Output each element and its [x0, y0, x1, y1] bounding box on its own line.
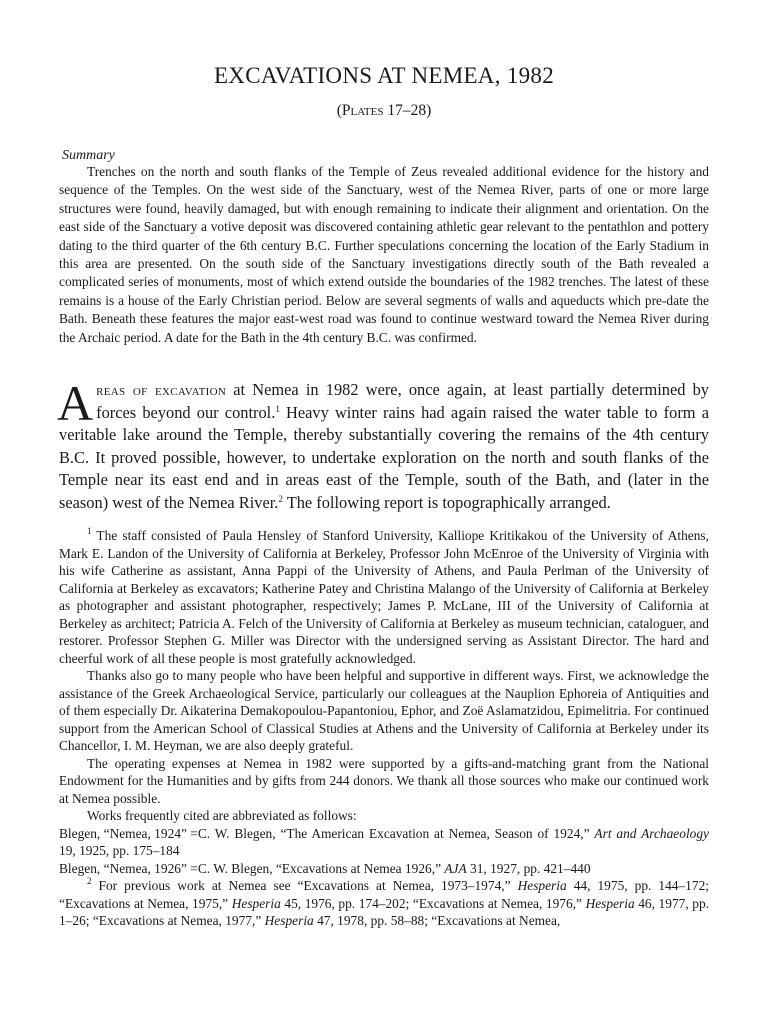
- works-cited-intro: Works frequently cited are abbreviated as follows:: [87, 808, 357, 823]
- journal-name: Hesperia: [264, 913, 314, 928]
- citation-blegen-1924: [59, 825, 709, 860]
- footnote-ref-1[interactable]: 1: [275, 403, 280, 414]
- citation-text: C. W. Blegen, “The American Excavation at Nemea, Season of 1924,”: [197, 825, 595, 841]
- citation-journal: Art and Archaeology: [594, 825, 710, 841]
- thanks-paragraph: Thanks also go to many people who have been helpful and supportive in different ways. First, we acknowledge the assistance of the Greek Archaeological Service, particularly our colleagues at the Nauplion Ephoreia of Antiquities and of them especially Dr. Aikaterina Demakopoulou-Papantoniou, Ephor, and Zoë Aslamatzidou, Epimelitria. For continued support from the American School of Classical Studies at Athens and the University of California at Berkeley under its Chancellor, I. M. Heyman, we are also deeply grateful.: [59, 668, 709, 753]
- journal-name: Hesperia: [585, 895, 635, 911]
- citation-blegen-1926: [59, 860, 709, 878]
- plates-text: (Plates 17–28): [336, 102, 432, 119]
- summary-paragraph: Trenches on the north and south flanks of the Temple of Zeus revealed additional evidence for the history and sequence of the Temples. On the west side of the Sanctuary, west of the Nemea River, parts of one or more large structures were found, heavily damaged, but with enough remaining to indicate their alignment and orientation. On the east side of the Sanctuary a votive deposit was discovered containing athletic gear relevant to the pentathlon and pottery dating to the third quarter of the 6th century B.C. Further speculations concerning the location of the Early Stadium in this area are presented. On the south side of the Sanctuary investigations directly south of the Bath revealed a complicated series of monuments, most of which extend outside the boundaries of the 1982 trenches. The latest of these remains is a house of the Early Christian period. Below are several segments of walls and aqueducts which pre-date the Bath. Beneath these features the major east-west road was found to continue westward toward the Nemea River during the Archaic period. A date for the Bath in the 4th century B.C. was confirmed.: [59, 164, 709, 345]
- intro-text-1: at Nemea in 1982 were, once again, at least partially determined by forces beyond our control.: [96, 380, 710, 422]
- journal-name: Hesperia: [517, 878, 567, 893]
- summary-heading: Summary: [62, 148, 115, 163]
- citation-text: C. W. Blegen, “Excavations at Nemea 1926,”: [197, 860, 445, 876]
- footnote-2-text: 45, 1976, pp. 174–202; “Excavations at Nemea, 1976,”: [280, 895, 586, 911]
- intro-text-2: Heavy winter rains had again raised the water table to form a veritable lake around the Temple, thereby substantially covering the remains of the 4th century B.C. It proved possible, however, to undertake exploration on the north and south flanks of the Temple near its east end and in areas east of the Temple, south of the Bath, and (later in the season) west of the Nemea River.: [59, 402, 709, 512]
- citation-key: Blegen, “Nemea, 1924” =: [59, 825, 198, 841]
- intro-text-3: The following report is topographically arranged.: [282, 492, 611, 512]
- footnote-1-text: The staff consisted of Paula Hensley of Stanford University, Kalliope Kritikakou of the University of Athens, Mark E. Landon of the University of California at Berkeley, Professor John McEnroe of the University of Virginia with his wife Catherine as assistant, Anna Pappi of the University of Athens, and Paula Perlman of the University of California at Berkeley as excavators; Katherine Patey and Christina Malango of the University of California at Berkeley as photographer and assistant photographer, respectively; James P. McLane, III of the University of California at Berkeley as architect; Patricia A. Felch of the University of California at Berkeley as museum technician, cataloguer, and restorer. Professor Stephen G. Miller was Director with the undersigned serving as Assistant Director. The hard and cheerful work of all these people is most gratefully acknowledged.: [59, 528, 709, 666]
- footnote-2-text: 47, 1978, pp. 58–88; “Excavations at Nemea,: [313, 913, 561, 928]
- citation-rest: 31, 1927, pp. 421–440: [466, 860, 591, 876]
- footnote-2-text: 44, 1975, pp. 144–172; “Excavations at Nemea, 1975,”: [59, 878, 709, 911]
- journal-name: Hesperia: [231, 895, 281, 911]
- footnote-2: [59, 877, 709, 930]
- drop-cap: A: [57, 375, 94, 431]
- footnotes: [59, 527, 709, 930]
- plates-reference: [59, 102, 709, 120]
- citation-key: Blegen, “Nemea, 1926” =: [59, 860, 198, 876]
- intro-lead: reas of excavation: [96, 380, 227, 399]
- footnote-2-text: 46, 1977, pp. 1–26; “Excavations at Nemea, 1977,”: [59, 895, 709, 928]
- footnote-ref-2[interactable]: 2: [278, 493, 283, 504]
- article-title: EXCAVATIONS AT NEMEA, 1982: [213, 63, 555, 88]
- citation-rest: 19, 1925, pp. 175–184: [59, 843, 180, 858]
- expenses-paragraph: The operating expenses at Nemea in 1982 were supported by a gifts-and-matching grant from the National Endowment for the Humanities and by gifts from 244 donors. We thank all those sources who make our continued work at Nemea possible.: [59, 755, 709, 806]
- footnote-2-mark: 2: [87, 876, 92, 886]
- footnote-1: [59, 527, 709, 667]
- footnote-1-mark: 1: [87, 526, 92, 536]
- footnote-2-text: For previous work at Nemea see “Excavations at Nemea, 1973–1974,”: [91, 878, 518, 893]
- intro-paragraph: [57, 375, 710, 515]
- citation-journal: AJA: [444, 860, 467, 876]
